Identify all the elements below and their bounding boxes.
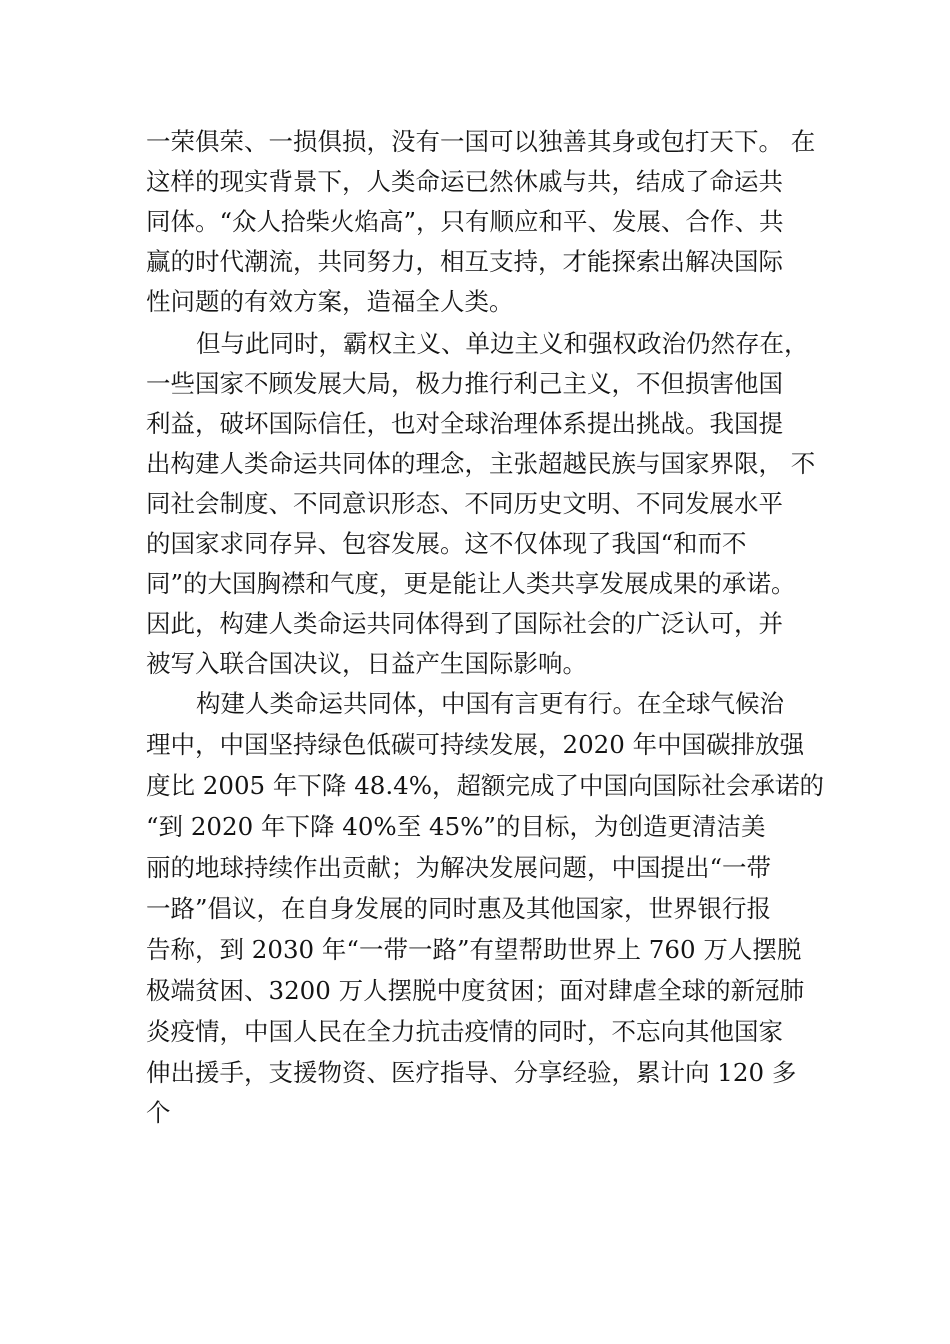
text-line: 炎疫情，中国人民在全力抗击疫情的同时，不忘向其他国家 (146, 1017, 783, 1046)
text-line: 因此，构建人类命运共同体得到了国际社会的广泛认可，并 (146, 609, 783, 638)
text-line: 同”的大国胸襟和气度，更是能让人类共享发展成果的承诺。 (146, 569, 796, 598)
text-line: 告称，到 2030 年“一带一路”有望帮助世界上 760 万人摆脱 (146, 935, 802, 964)
text-line: 个 (146, 1098, 171, 1127)
text-line: 的国家求同存异、包容发展。这不仅体现了我国“和而不 (146, 529, 747, 558)
text-line: 一路”倡议，在自身发展的同时惠及其他国家，世界银行报 (146, 894, 772, 923)
text-line: 度比 2005 年下降 48.4%，超额完成了中国向国际社会承诺的 (146, 771, 825, 800)
text-line: 性问题的有效方案，造福全人类。 (146, 287, 514, 316)
text-line: 利益，破坏国际信任，也对全球治理体系提出挑战。我国提 (146, 409, 783, 438)
text-line: 一些国家不顾发展大局，极力推行利己主义，不但损害他国 (146, 369, 783, 398)
paragraph-first-line: 构建人类命运共同体，中国有言更有行。在全球气候治 (196, 689, 784, 718)
text-line: 同体。“众人拾柴火焰高”，只有顺应和平、发展、合作、共 (146, 207, 784, 236)
text-line: 理中，中国坚持绿色低碳可持续发展，2020 年中国碳排放强 (146, 730, 805, 759)
text-line: 这样的现实背景下，人类命运已然休戚与共，结成了命运共 (146, 167, 783, 196)
text-line: 极端贫困、3200 万人摆脱中度贫困；面对肆虐全球的新冠肺 (146, 976, 805, 1005)
text-line: 伸出援手，支援物资、医疗指导、分享经验，累计向 120 多 (146, 1058, 797, 1087)
text-line: 出构建人类命运共同体的理念，主张超越民族与国家界限， 不 (146, 449, 816, 478)
text-line: 丽的地球持续作出贡献；为解决发展问题，中国提出“一带 (146, 853, 772, 882)
text-line: 一荣俱荣、一损俱损，没有一国可以独善其身或包打天下。 在 (146, 127, 816, 156)
paragraph-first-line: 但与此同时，霸权主义、单边主义和强权政治仍然存在， (196, 329, 809, 358)
text-line: 同社会制度、不同意识形态、不同历史文明、不同发展水平 (146, 489, 783, 518)
text-line: 被写入联合国决议，日益产生国际影响。 (146, 649, 587, 678)
text-line: “到 2020 年下降 40%至 45%”的目标，为创造更清洁美 (146, 812, 766, 841)
text-line: 赢的时代潮流，共同努力，相互支持，才能探索出解决国际 (146, 247, 783, 276)
